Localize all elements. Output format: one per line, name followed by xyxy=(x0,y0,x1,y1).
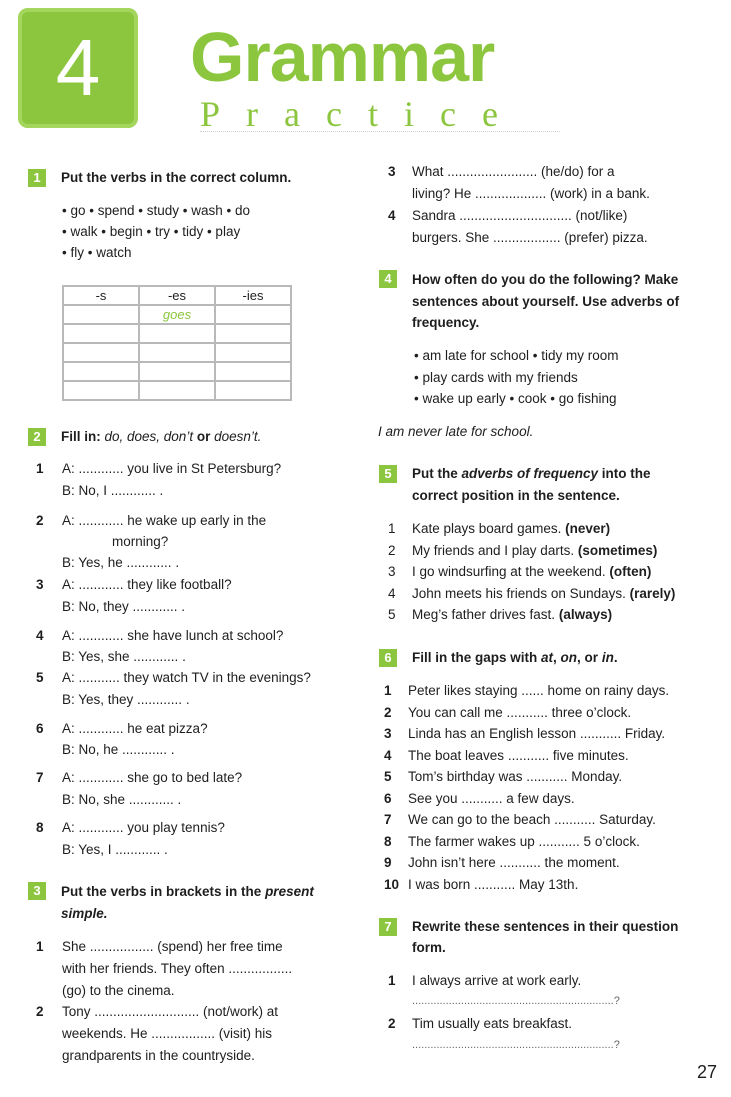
exercise-line: weekends. He ................. (visit) his xyxy=(62,1026,273,1041)
table-cell[interactable] xyxy=(63,381,139,400)
table-cell[interactable] xyxy=(63,362,139,381)
gap-fill-item: 10 I was born ........... May 13th. xyxy=(384,877,579,892)
gap-fill-item: 4 The boat leaves ........... five minutes. xyxy=(384,748,629,763)
exercise-line: 1 She ................. (spend) her free time xyxy=(36,939,283,954)
exercise-2-instruction xyxy=(61,426,261,448)
exercise-line: living? He ................... (work) in a bank. xyxy=(412,186,650,201)
exercise-2-badge: 2 xyxy=(28,428,46,446)
table-cell[interactable] xyxy=(139,381,215,400)
dialogue-line: B: No, they ............ . xyxy=(62,599,186,614)
table-cell[interactable] xyxy=(215,343,291,362)
exercise-line: 2 Tony ............................ (not/work) at xyxy=(36,1004,279,1019)
dialogue-line: B: Yes, he ............ . xyxy=(62,555,180,570)
column-header-s: -s xyxy=(63,286,139,305)
dialogue-line: B: Yes, they ............ . xyxy=(62,692,190,707)
gap-fill-item: 2 You can call me ........... three o’clock. xyxy=(384,705,632,720)
table-cell[interactable] xyxy=(63,305,139,324)
exercise-6-badge: 6 xyxy=(379,649,397,667)
exercise-5-badge: 5 xyxy=(379,465,397,483)
page-subtitle: Practice xyxy=(200,94,524,134)
activity-list-line: • wake up early • cook • go fishing xyxy=(414,391,617,406)
dialogue-line: B: No, she ............ . xyxy=(62,792,182,807)
dialogue-line: B: Yes, she ............ . xyxy=(62,649,186,664)
instruction-words: doesn’t. xyxy=(214,429,262,444)
rewrite-item: 2 Tim usually eats breakfast. xyxy=(388,1016,573,1031)
dialogue-line: 7 A: ............ she go to bed late? xyxy=(36,770,243,785)
dialogue-line: 6 A: ............ he eat pizza? xyxy=(36,721,208,736)
exercise-1-instruction: Put the verbs in the correct column. xyxy=(61,170,292,185)
subtitle-divider xyxy=(200,131,560,132)
dialogue-line: B: No, I ............ . xyxy=(62,483,164,498)
table-cell[interactable] xyxy=(139,362,215,381)
unit-number-badge: 4 xyxy=(18,8,138,128)
activity-list-line: • play cards with my friends xyxy=(414,370,578,385)
exercise-line: 4 Sandra .............................. (not/like) xyxy=(388,208,628,223)
exercise-line: grandparents in the countryside. xyxy=(62,1048,255,1063)
exercise-3-instruction: simple. xyxy=(61,906,108,921)
table-cell[interactable] xyxy=(139,343,215,362)
exercise-line: burgers. She .................. (prefer) pizza. xyxy=(412,230,648,245)
exercise-4-badge: 4 xyxy=(379,270,397,288)
gap-fill-item: 7 We can go to the beach ........... Saturday. xyxy=(384,812,656,827)
table-cell[interactable] xyxy=(215,324,291,343)
activity-list-line: • am late for school • tidy my room xyxy=(414,348,619,363)
dialogue-line: 3 A: ............ they like football? xyxy=(36,577,232,592)
exercise-3-instruction: Put the verbs in brackets in the present xyxy=(61,884,314,899)
gap-fill-item: 5 Tom’s birthday was ........... Monday. xyxy=(384,769,623,784)
table-cell[interactable] xyxy=(215,305,291,324)
example-sentence: I am never late for school. xyxy=(378,424,534,439)
exercise-line: (go) to the cinema. xyxy=(62,983,175,998)
instruction-text: Fill in: xyxy=(61,429,105,444)
rewrite-item: 1 I always arrive at work early. xyxy=(388,973,582,988)
verb-list-line: • fly • watch xyxy=(62,245,132,260)
verb-list-line: • go • spend • study • wash • do xyxy=(62,203,250,218)
gap-fill-item: 8 The farmer wakes up ........... 5 o’clock. xyxy=(384,834,640,849)
exercise-6-instruction: Fill in the gaps with at, on, or in. xyxy=(412,650,618,665)
exercise-4-instruction: How often do you do the following? Make xyxy=(412,272,679,287)
dialogue-line: 5 A: ........... they watch TV in the evenings? xyxy=(36,670,311,685)
table-cell[interactable] xyxy=(215,362,291,381)
exercise-line: 3 What ........................ (he/do) for a xyxy=(388,164,615,179)
answer-line[interactable]: ..................................................................? xyxy=(412,995,620,1007)
dialogue-line: 2 A: ............ he wake up early in the xyxy=(36,513,267,528)
exercise-4-instruction: frequency. xyxy=(412,315,480,330)
sentence-item: 2 My friends and I play darts. (sometimes) xyxy=(388,543,658,558)
exercise-3-badge: 3 xyxy=(28,882,46,900)
exercise-1-badge: 1 xyxy=(28,169,46,187)
exercise-7-instruction: Rewrite these sentences in their question xyxy=(412,919,679,934)
table-cell[interactable] xyxy=(139,324,215,343)
column-header-es: -es xyxy=(139,286,215,305)
verb-list-line: • walk • begin • try • tidy • play xyxy=(62,224,241,239)
exercise-5-instruction: correct position in the sentence. xyxy=(412,488,620,503)
table-cell[interactable] xyxy=(215,381,291,400)
gap-fill-item: 9 John isn’t here ........... the moment. xyxy=(384,855,620,870)
exercise-7-badge: 7 xyxy=(379,918,397,936)
dialogue-line: 8 A: ............ you play tennis? xyxy=(36,820,225,835)
sentence-item: 4 John meets his friends on Sundays. (rarely) xyxy=(388,586,676,601)
exercise-line: with her friends. They often ................. xyxy=(62,961,293,976)
dialogue-line: 4 A: ............ she have lunch at school? xyxy=(36,628,284,643)
instruction-text: or xyxy=(193,429,215,444)
sentence-item: 3 I go windsurfing at the weekend. (often) xyxy=(388,564,652,579)
exercise-7-instruction: form. xyxy=(412,940,446,955)
table-cell[interactable] xyxy=(63,343,139,362)
gap-fill-item: 3 Linda has an English lesson ........... Friday. xyxy=(384,726,666,741)
page-number: 27 xyxy=(696,1062,717,1082)
table-cell[interactable] xyxy=(63,324,139,343)
sentence-item: 1 Kate plays board games. (never) xyxy=(388,521,611,536)
gap-fill-item: 1 Peter likes staying ...... home on rainy days. xyxy=(384,683,670,698)
exercise-4-instruction: sentences about yourself. Use adverbs of xyxy=(412,294,680,309)
dialogue-line: morning? xyxy=(112,534,169,549)
verb-columns-table xyxy=(62,285,292,401)
page-title: Grammar xyxy=(190,18,495,96)
table-cell-example: goes xyxy=(139,305,215,324)
gap-fill-item: 6 See you ........... a few days. xyxy=(384,791,575,806)
exercise-5-instruction: Put the adverbs of frequency into the xyxy=(412,466,651,481)
dialogue-line: 1 A: ............ you live in St Petersburg? xyxy=(36,461,282,476)
dialogue-line: B: Yes, I ............ . xyxy=(62,842,168,857)
dialogue-line: B: No, he ............ . xyxy=(62,742,175,757)
instruction-words: do, does, don’t xyxy=(104,429,194,444)
column-header-ies: -ies xyxy=(215,286,291,305)
sentence-item: 5 Meg’s father drives fast. (always) xyxy=(388,607,613,622)
answer-line[interactable]: ..................................................................? xyxy=(412,1039,620,1051)
